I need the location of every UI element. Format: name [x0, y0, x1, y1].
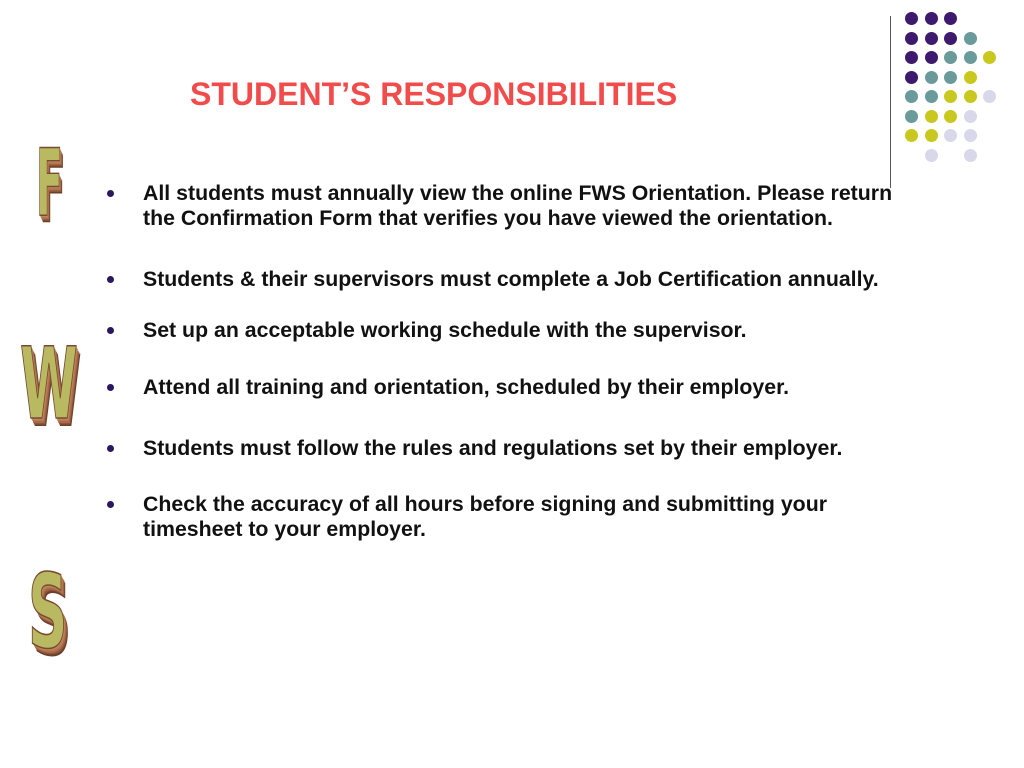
bullet-dot-icon	[107, 327, 114, 334]
decorative-dot	[905, 129, 918, 142]
decorative-dot	[964, 110, 977, 123]
decorative-dot	[905, 32, 918, 45]
list-item	[100, 375, 900, 400]
decorative-dot	[944, 12, 957, 25]
decorative-dot	[944, 129, 957, 142]
decorative-dot	[925, 129, 938, 142]
list-item	[100, 267, 900, 292]
decorative-dot	[964, 51, 977, 64]
decorative-dot	[925, 90, 938, 103]
bullet-dot-icon	[107, 190, 114, 197]
list-item	[100, 492, 900, 542]
bullet-dot-icon	[107, 445, 114, 452]
bullet-dot-icon	[107, 276, 114, 283]
decorative-dot	[925, 110, 938, 123]
decorative-dot	[964, 149, 977, 162]
list-item-text: Students & their supervisors must complete a Job Certification annually.	[143, 267, 879, 291]
decorative-dot	[905, 90, 918, 103]
decorative-dot	[964, 32, 977, 45]
decorative-dot	[925, 71, 938, 84]
decorative-dot	[983, 51, 996, 64]
decorative-dot	[905, 12, 918, 25]
list-item-text: All students must annually view the online FWS Orientation. Please return the Confirmation Form that verifies you have viewed the orientation.	[143, 181, 893, 230]
fws-letter-f: F	[36, 130, 64, 239]
decorative-dot	[925, 149, 938, 162]
decorative-dot	[905, 51, 918, 64]
bullet-dot-icon	[107, 384, 114, 391]
decorative-dot	[944, 110, 957, 123]
decorative-dot	[905, 110, 918, 123]
decorative-dot	[983, 90, 996, 103]
list-item-text: Students must follow the rules and regulations set by their employer.	[143, 436, 843, 460]
fws-letter-s: S	[28, 554, 68, 673]
decorative-dot-grid	[905, 12, 1015, 172]
list-item-text: Attend all training and orientation, scheduled by their employer.	[143, 375, 790, 399]
decorative-dot	[905, 71, 918, 84]
decorative-dot	[964, 71, 977, 84]
decorative-dot	[944, 51, 957, 64]
decorative-dot	[925, 51, 938, 64]
list-item-text: Set up an acceptable working schedule with the supervisor.	[143, 318, 747, 342]
list-item	[100, 181, 900, 231]
decorative-dot	[964, 90, 977, 103]
bullet-dot-icon	[107, 501, 114, 508]
list-item	[100, 436, 900, 461]
slide-title: STUDENT’S RESPONSIBILITIES	[190, 76, 678, 112]
decorative-dot	[925, 32, 938, 45]
fws-letter-w: W	[20, 328, 78, 443]
list-item-text: Check the accuracy of all hours before signing and submitting your timesheet to your employer.	[143, 492, 827, 541]
responsibilities-list	[100, 181, 900, 542]
decorative-dot	[925, 12, 938, 25]
decorative-dot	[944, 90, 957, 103]
decorative-dot	[964, 129, 977, 142]
vertical-divider	[890, 16, 891, 188]
decorative-dot	[944, 32, 957, 45]
decorative-dot	[944, 71, 957, 84]
list-item	[100, 318, 900, 343]
